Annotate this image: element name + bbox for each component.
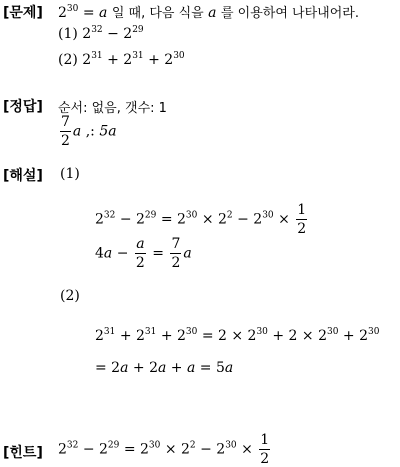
solution-eq-3: $2^{31} + 2^{31} + 2^{30} = 2 \times 2^{30} + 2 \times 2^{30} + 2^{30}$ xyxy=(95,327,380,344)
solution-label: [해설] xyxy=(3,168,43,184)
answer-values: $\frac{7}{2}$ a ,: 5a xyxy=(61,114,117,149)
answer-order-count: 순서: 없음, 갯수: 1 xyxy=(58,101,167,116)
problem-stem: $2^{30} = a$ 일 때, 다음 식을 a 를 이용하여 나타내어라. xyxy=(58,4,359,21)
problem-label: [문제] xyxy=(3,5,43,21)
problem-item-1: (1) $2^{32} - 2^{29}$ xyxy=(58,25,144,42)
problem-item-2: (2) $2^{31} + 2^{31} + 2^{30}$ xyxy=(58,51,185,68)
answer-fraction: $\frac{7}{2}$ xyxy=(61,114,70,149)
hint-eq: $2^{32} - 2^{29} = 2^{30} \times 2^2 - 2^{30}$ × $\frac{1}{2}$ xyxy=(58,432,270,467)
solution-eq-4: = 2a + 2a + a = 5a xyxy=(95,360,234,376)
solution-eq-2: 4a − $\frac{a}{2}$ = $\frac{7}{2}$ a xyxy=(95,236,192,271)
solution-eq-1: $2^{32} - 2^{29} = 2^{30} \times 2^2 - 2^{30}$ × $\frac{1}{2}$ xyxy=(95,202,307,237)
hint-label: [힌트] xyxy=(3,445,43,461)
solution-part-2-label: (2) xyxy=(60,288,80,304)
solution-part-1-label: (1) xyxy=(60,166,80,182)
answer-label: [정답] xyxy=(3,99,43,115)
